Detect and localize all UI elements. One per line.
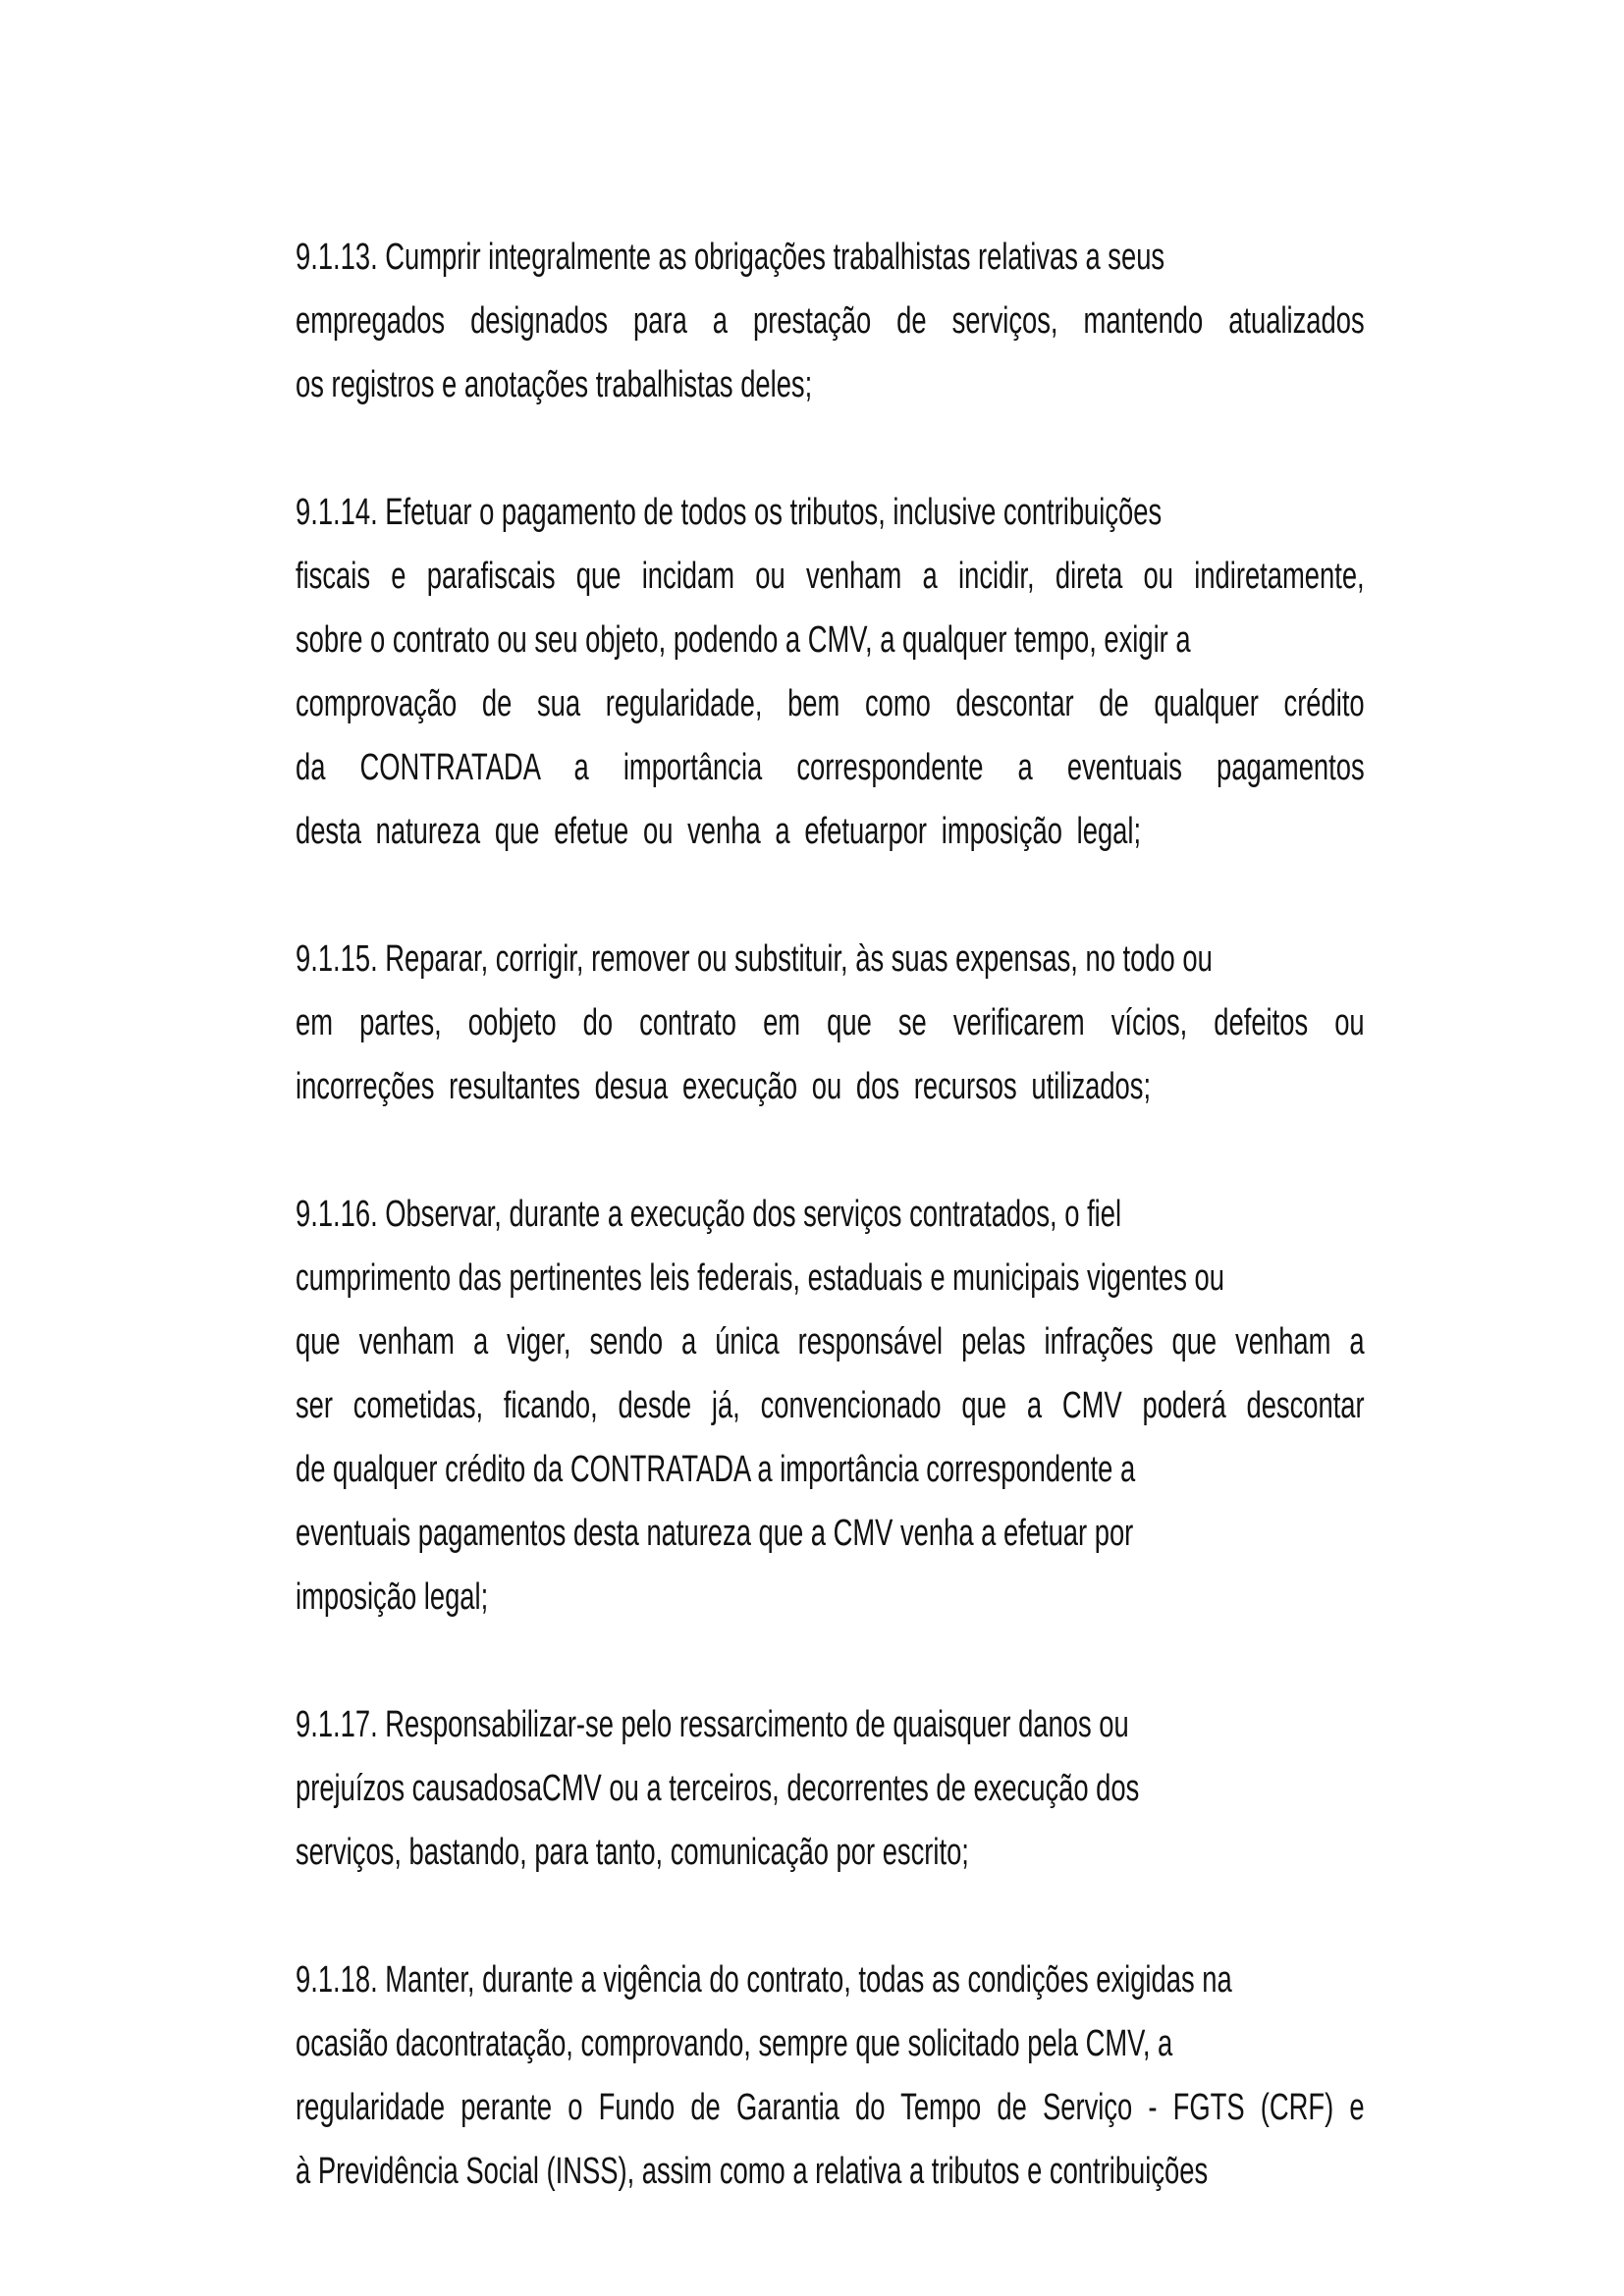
text-line: que venham a viger, sendo a única responsável pelas infrações que venham a — [296, 1321, 1365, 1362]
text-line: os registros e anotações trabalhistas deles; — [296, 364, 813, 405]
text-line: de qualquer crédito da CONTRATADA a importância correspondente a — [296, 1449, 1136, 1490]
text-line: regularidade perante o Fundo de Garantia do Tempo de Serviço - FGTS (CRF) e — [296, 2087, 1365, 2128]
text-line: ser cometidas, ficando, desde já, convencionado que a CMV poderá descontar — [296, 1385, 1365, 1426]
text-line: 9.1.17. Responsabilizar-se pelo ressarcimento de quaisquer danos ou — [296, 1704, 1129, 1745]
text-line: serviços, bastando, para tanto, comunicação por escrito; — [296, 1832, 969, 1873]
text-line: fiscais e parafiscais que incidam ou venham a incidir, direta ou indiretamente, — [296, 556, 1365, 597]
text-line: prejuízos causadosaCMV ou a terceiros, decorrentes de execução dos — [296, 1768, 1140, 1809]
clause-9.1.15 — [296, 928, 1365, 1119]
clause-9.1.17 — [296, 1693, 1365, 1885]
text-line: comprovação de sua regularidade, bem como descontar de qualquer crédito — [296, 683, 1365, 724]
document-body — [296, 226, 1365, 2204]
text-line: empregados designados para a prestação de serviços, mantendo atualizados — [296, 300, 1365, 342]
clause-9.1.14 — [296, 481, 1365, 864]
text-line: imposição legal; — [296, 1576, 489, 1618]
clause-9.1.13 — [296, 226, 1365, 417]
text-line: cumprimento das pertinentes leis federais, estaduais e municipais vigentes ou — [296, 1257, 1224, 1299]
text-line: sobre o contrato ou seu objeto, podendo a CMV, a qualquer tempo, exigir a — [296, 619, 1191, 661]
text-line: ocasião dacontratação, comprovando, sempre que solicitado pela CMV, a — [296, 2023, 1173, 2064]
text-line: 9.1.15. Reparar, corrigir, remover ou substituir, às suas expensas, no todo ou — [296, 938, 1213, 980]
text-line: 9.1.13. Cumprir integralmente as obrigações trabalhistas relativas a seus — [296, 237, 1165, 278]
text-line: 9.1.16. Observar, durante a execução dos serviços contratados, o fiel — [296, 1194, 1122, 1235]
clause-9.1.18 — [296, 1949, 1365, 2204]
text-line: 9.1.14. Efetuar o pagamento de todos os tributos, inclusive contribuições — [296, 492, 1163, 533]
text-line: incorreções resultantes desua execução ou dos recursos utilizados; — [296, 1066, 1152, 1107]
text-line: em partes, oobjeto do contrato em que se verificarem vícios, defeitos ou — [296, 1002, 1365, 1043]
text-line: da CONTRATADA a importância correspondente a eventuais pagamentos — [296, 747, 1365, 788]
clause-9.1.16 — [296, 1183, 1365, 1629]
text-line: 9.1.18. Manter, durante a vigência do contrato, todas as condições exigidas na — [296, 1959, 1232, 2001]
text-line: à Previdência Social (INSS), assim como a relativa a tributos e contribuições — [296, 2151, 1209, 2192]
text-line: desta natureza que efetue ou venha a efetuarpor imposição legal; — [296, 811, 1142, 852]
text-line: eventuais pagamentos desta natureza que a CMV venha a efetuar por — [296, 1513, 1134, 1554]
